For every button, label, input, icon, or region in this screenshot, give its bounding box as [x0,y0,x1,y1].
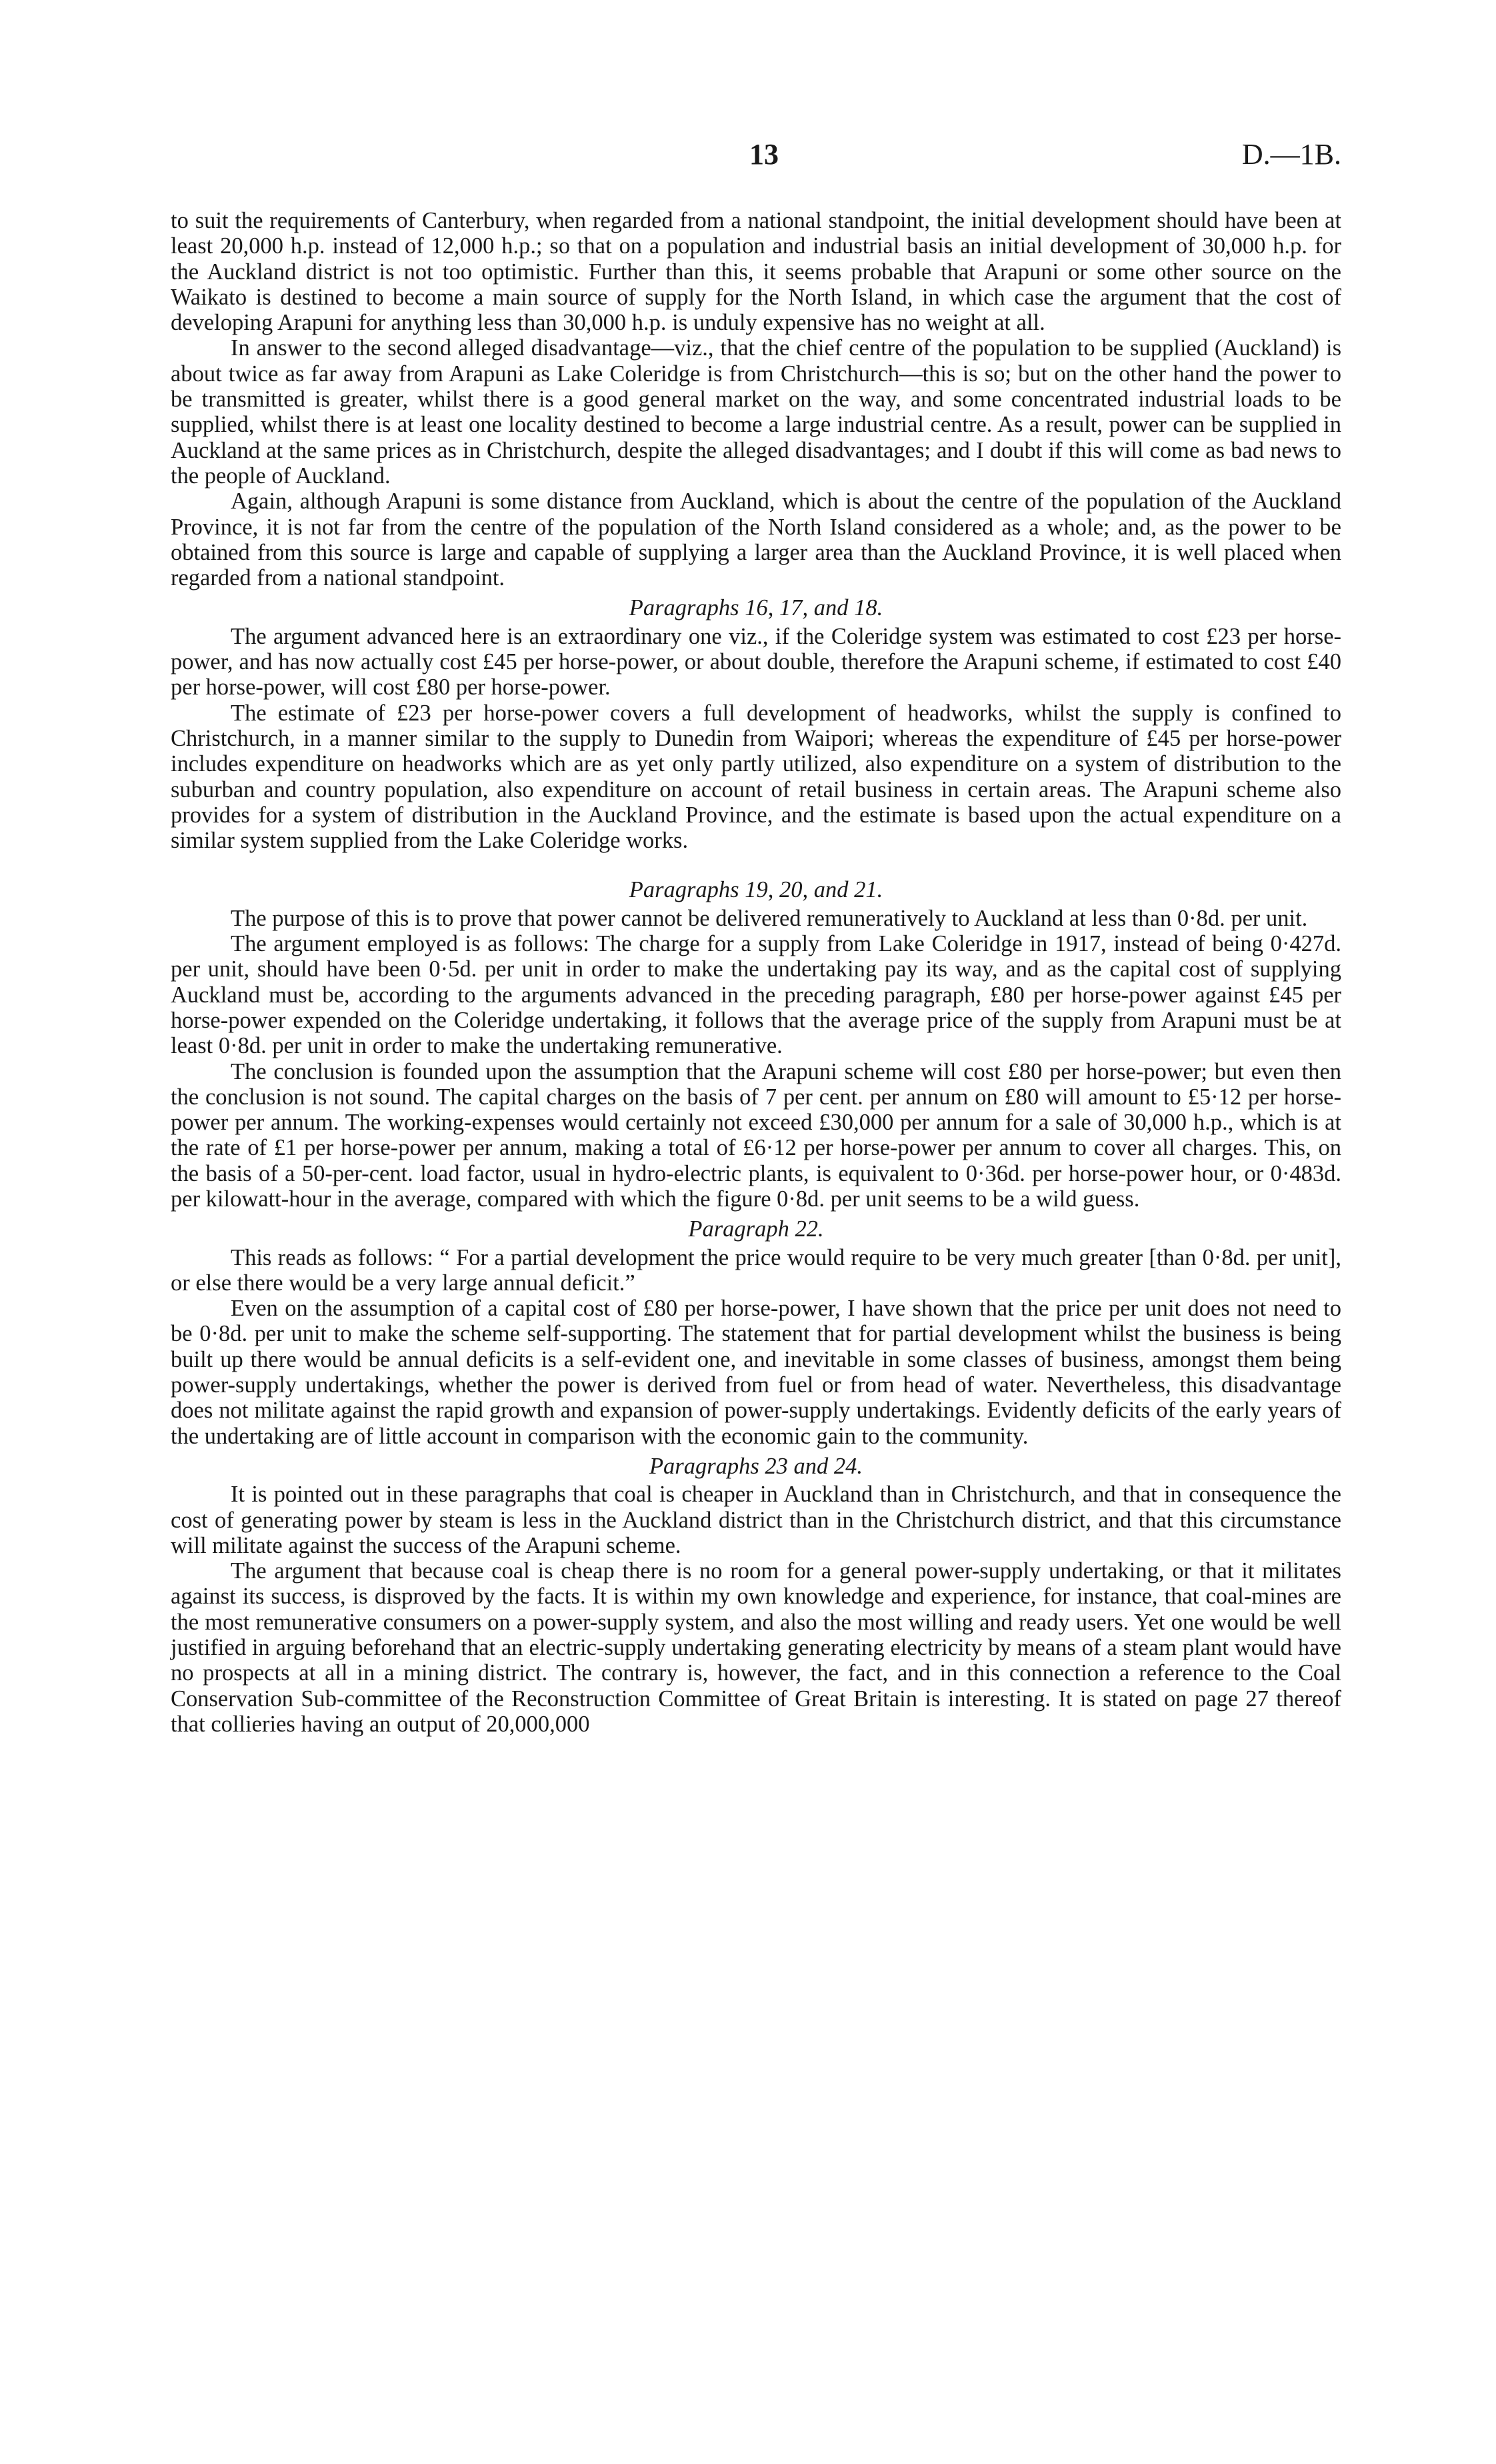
paragraph: This reads as follows: “ For a partial development the price would require to be very much greater [than 0·8d. per unit], or else there would be a very large annual deficit.” [171,1244,1341,1296]
section-heading: Paragraphs 16, 17, and 18. [629,595,883,621]
paragraph: It is pointed out in these paragraphs that coal is cheaper in Auckland than in Christchurch, and that in consequence the cost of generating power by steam is less in the Auckland district than in the Christchurch district, and that this circumstance will militate against the success of the Arapuni scheme. [171,1482,1341,1558]
document-reference: D.—1B. [1241,138,1341,171]
page-header [0,137,1496,177]
page-number: 13 [749,138,779,171]
paragraph: Even on the assumption of a capital cost of £80 per horse-power, I have shown that the price per unit does not need to be 0·8d. per unit to make the scheme self-supporting. The statement that for partial development whilst the business is being built up there would be annual deficits is a self-evident one, and inevitable in some classes of business, amongst them being power-supply undertakings, whether the power is derived from fuel or from head of water. Nevertheless, this disadvantage does not militate against the rapid growth and expansion of power-supply undertakings. Evidently deficits of the early years of the undertaking are of little account in comparison with the economic gain to the community. [171,1296,1341,1449]
paragraph: The argument advanced here is an extraordinary one viz., if the Coleridge system was estimated to cost £23 per horse-power, and has now actually cost £45 per horse-power, or about double, therefore the Arapuni scheme, if estimated to cost £40 per horse-power, will cost £80 per horse-power. [171,623,1341,700]
paragraph: The argument employed is as follows: The charge for a supply from Lake Coleridge in 1917, instead of being 0·427d. per unit, should have been 0·5d. per unit in order to make the undertaking pay its way, and as the capital cost of supplying Auckland must be, according to the arguments advanced in the preceding paragraph, £80 per horse-power against £45 per horse-power expended on the Coleridge undertaking, it follows that the average price of the supply from Arapuni must be at least 0·8d. per unit in order to make the undertaking remunerative. [171,931,1341,1059]
paragraph: The purpose of this is to prove that power cannot be delivered remuneratively to Auckland at less than 0·8d. per unit. [231,905,1308,931]
paragraph: to suit the requirements of Canterbury, when regarded from a national standpoint, the initial development should have been at least 20,000 h.p. instead of 12,000 h.p.; so that on a population and industrial basis an initial development of 30,000 h.p. for the Auckland district is not too optimistic. Further than this, it seems probable that Arapuni or some other source on the Waikato is destined to become a main source of supply for the North Island, in which case the argument that the cost of developing Arapuni for anything less than 30,000 h.p. is unduly expensive has no weight at all. [171,208,1341,336]
paragraph: The argument that because coal is cheap there is no room for a general power-supply undertaking, or that it militates against its success, is disproved by the facts. It is within my own knowledge and experience, for instance, that coal-mines are the most remunerative consumers on a power-supply system, and also the most willing and ready users. Yet one would be well justified in arguing beforehand that an electric-supply undertaking generating electricity by means of a steam plant would have no prospects at all in a mining district. The contrary is, however, the fact, and in this connection a reference to the Coal Conservation Sub-committee of the Reconstruction Committee of Great Britain is interesting. It is stated on page 27 thereof that collieries having an output of 20,000,000 [171,1558,1341,1737]
paragraph: The estimate of £23 per horse-power covers a full development of headworks, whilst the supply is confined to Christchurch, in a manner similar to the supply to Dunedin from Waipori; whereas the expenditure of £45 per horse-power includes expenditure on headworks which are as yet only partly utilized, also expenditure on a system of distribution to the suburban and country population, also expenditure on account of retail business in certain areas. The Arapuni scheme also provides for a system of distribution in the Auckland Province, and the estimate is based upon the actual expenditure on a similar system supplied from the Lake Coleridge works. [171,700,1341,854]
section-heading: Paragraph 22. [688,1216,824,1242]
paragraph: Again, although Arapuni is some distance from Auckland, which is about the centre of the population of the Auckland Province, it is not far from the centre of the population of the North Island considered as a whole; and, as the power to be obtained from this source is large and capable of supplying a larger area than the Auckland Province, it is well placed when regarded from a national standpoint. [171,489,1341,591]
document-body [171,208,1341,1737]
section-heading: Paragraphs 23 and 24. [649,1453,863,1479]
section-heading: Paragraphs 19, 20, and 21. [629,877,883,903]
paragraph: The conclusion is founded upon the assumption that the Arapuni scheme will cost £80 per horse-power; but even then the conclusion is not sound. The capital charges on the basis of 7 per cent. per annum on £80 will amount to £5·12 per horse-power per annum. The working-expenses would certainly not exceed £30,000 per annum for a sale of 30,000 h.p., which is at the rate of £1 per horse-power per annum, making a total of £6·12 per horse-power per annum to cover all charges. This, on the basis of a 50-per-cent. load factor, usual in hydro-electric plants, is equivalent to 0·36d. per horse-power hour, or 0·483d. per kilowatt-hour in the average, compared with which the figure 0·8d. per unit seems to be a wild guess. [171,1058,1341,1212]
paragraph: In answer to the second alleged disadvantage—viz., that the chief centre of the population to be supplied (Auckland) is about twice as far away from Arapuni as Lake Coleridge is from Christchurch—this is so; but on the other hand the power to be transmitted is greater, whilst there is a good general market on the way, and some concentrated industrial loads to be supplied, whilst there is at least one locality destined to become a large industrial centre. As a result, power can be supplied in Auckland at the same prices as in Christchurch, despite the alleged disadvantages; and I doubt if this will come as bad news to the people of Auckland. [171,335,1341,489]
